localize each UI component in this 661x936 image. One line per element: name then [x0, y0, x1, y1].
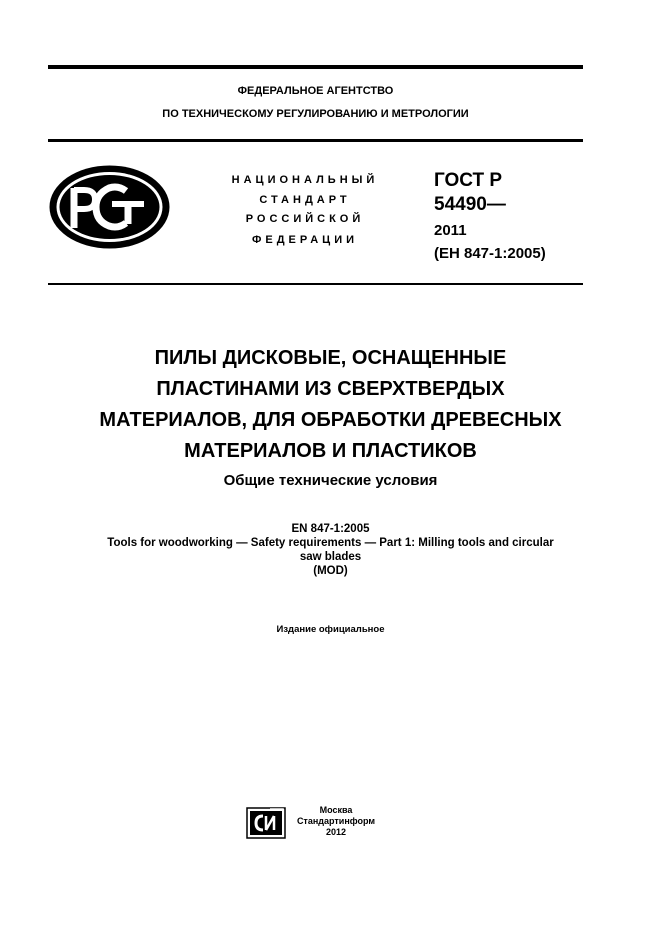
- edition-label: Издание официальное: [276, 624, 385, 635]
- standartinform-logo-icon: [246, 807, 286, 839]
- title-line-3: МАТЕРИАЛОВ, ДЛЯ ОБРАБОТКИ ДРЕВЕСНЫХ: [99, 409, 562, 431]
- standard-type-line-1: НАЦИОНАЛЬНЫЙ: [231, 174, 379, 186]
- title-line-1: ПИЛЫ ДИСКОВЫЕ, ОСНАЩЕННЫЕ: [154, 347, 507, 369]
- publisher-city: Москва: [319, 805, 353, 815]
- title-line-2: ПЛАСТИНАМИ ИЗ СВЕРХТВЕРДЫХ: [156, 378, 505, 400]
- publisher-year: 2012: [325, 827, 347, 837]
- en-code: EN 847-1:2005: [291, 523, 370, 535]
- agency-line-1: ФЕДЕРАЛЬНОЕ АГЕНТСТВО: [237, 85, 394, 97]
- agency-line-2: ПО ТЕХНИЧЕСКОМУ РЕГУЛИРОВАНИЮ И МЕТРОЛОГИИ: [162, 108, 469, 120]
- standard-code-number: 54490—: [434, 194, 506, 215]
- standard-code-en: (ЕН 847-1:2005): [434, 245, 546, 262]
- title-line-4: МАТЕРИАЛОВ И ПЛАСТИКОВ: [184, 440, 477, 462]
- document-title: [60, 343, 601, 467]
- en-title-line-1: Tools for woodworking — Safety requirements — Part 1: Milling tools and circular: [107, 537, 554, 549]
- standard-type-line-2: СТАНДАРТ: [259, 194, 351, 206]
- standard-code-prefix: ГОСТ Р: [434, 170, 503, 191]
- standard-code-year: 2011: [434, 222, 467, 239]
- standard-type-line-4: ФЕДЕРАЦИИ: [251, 234, 359, 246]
- publisher-name: Стандартинформ: [296, 816, 376, 826]
- document-subtitle: Общие технические условия: [223, 472, 438, 489]
- middle-rule: [48, 139, 583, 142]
- publisher-info: [296, 805, 376, 838]
- lower-rule: [48, 283, 583, 285]
- rst-certification-emblem-icon: [48, 164, 171, 250]
- en-title-line-2: saw blades: [299, 551, 362, 563]
- en-reference: [48, 522, 613, 578]
- standard-type-line-3: РОССИЙСКОЙ: [245, 213, 365, 225]
- top-rule: [48, 65, 583, 69]
- en-modification: (MOD): [313, 565, 348, 577]
